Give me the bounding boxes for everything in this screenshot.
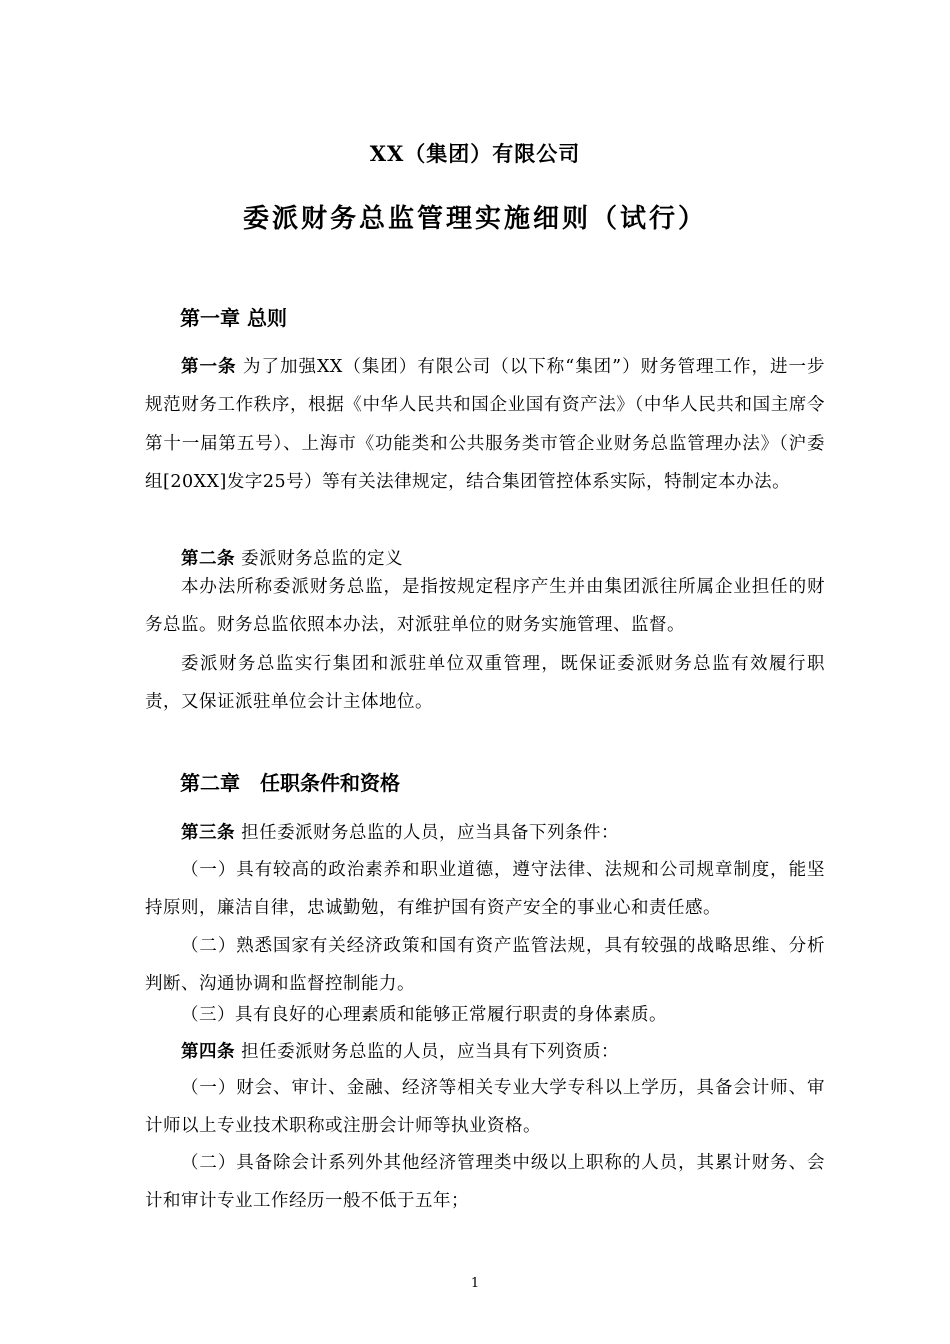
chapter-1-heading: 第一章 总则 (180, 306, 287, 330)
article-4-label: 第四条 (181, 1042, 235, 1062)
article-4-text: 担任委派财务总监的人员，应当具有下列资质： (235, 1042, 620, 1062)
company-name: XX（集团）有限公司 (369, 141, 581, 166)
page-number: 1 (470, 1276, 480, 1291)
chapter-2-heading: 第二章 任职条件和资格 (180, 771, 400, 795)
document-title: 委派财务总监管理实施细则（试行） (242, 204, 707, 234)
article-4-item-2: （二）具备除会计系列外其他经济管理类中级以上职称的人员，其累计财务、会计和审计专业工作经历一般不低于五年； (145, 1153, 825, 1212)
article-2-paragraph-1: 本办法所称委派财务总监，是指按规定程序产生并由集团派往所属企业担任的财务总监。财务总监依照本办法，对派驻单位的财务实施管理、监督。 (145, 577, 825, 636)
article-2-label: 第二条 (181, 549, 235, 569)
article-3 (145, 814, 825, 852)
article-3-item-1: （一）具有较高的政治素养和职业道德，遵守法律、法规和公司规章制度，能坚持原则，廉洁自律，忠诚勤勉，有维护国有资产安全的事业心和责任感。 (145, 860, 825, 919)
article-1 (145, 348, 825, 502)
article-1-text: 为了加强XX（集团）有限公司（以下称“集团”）财务管理工作，进一步规范财务工作秩序，根据《中华人民共和国企业国有资产法》（中华人民共和国主席令第十一届第五号）、上海市《功能类和公共服务类市管企业财务总监管理办法》（沪委组[20XX]发字25号）等有关法律规定，结合集团管控体系实际，特制定本办法。 (145, 357, 825, 493)
article-3-item-3: （三）具有良好的心理素质和能够正常履行职责的身体素质。 (181, 1005, 667, 1025)
article-3-label: 第三条 (181, 823, 235, 843)
article-3-item-2: （二）熟悉国家有关经济政策和国有资产监管法规，具有较强的战略思维、分析判断、沟通协调和监督控制能力。 (145, 936, 825, 995)
article-1-label: 第一条 (181, 357, 237, 377)
article-3-text: 担任委派财务总监的人员，应当具备下列条件： (235, 823, 620, 843)
article-2-paragraph-2: 委派财务总监实行集团和派驻单位双重管理，既保证委派财务总监有效履行职责，又保证派驻单位会计主体地位。 (145, 654, 825, 713)
article-4 (145, 1033, 825, 1071)
article-2-text: 委派财务总监的定义 (235, 549, 404, 569)
article-4-item-1: （一）财会、审计、金融、经济等相关专业大学专科以上学历，具备会计师、审计师以上专业技术职称或注册会计师等执业资格。 (145, 1078, 825, 1137)
